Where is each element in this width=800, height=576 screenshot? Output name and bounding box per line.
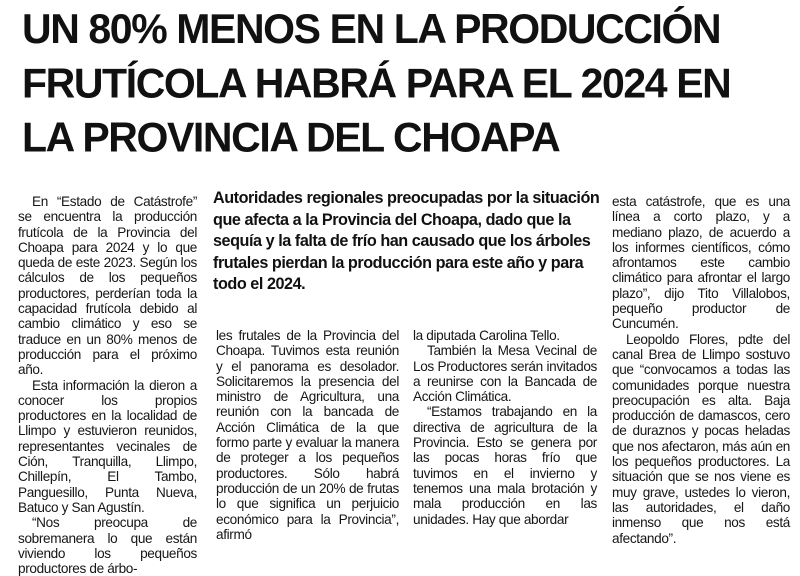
- paragraph: También la Mesa Vecinal de Los Productores serán invitados a reunirse con la Bancada de Acción Climática.: [413, 343, 597, 405]
- headline: [22, 2, 792, 164]
- column-1: [18, 194, 197, 576]
- lead-line: todo el 2024.: [213, 275, 306, 293]
- lead-line: sequía y la falta de frío han causado que los árboles: [213, 232, 591, 250]
- paragraph: Esta información la dieron a conocer los propios productores en la localidad de Llimpo y estuvieron reunidos, representantes vecinales de Ción, Tranquilla, Llimpo, Chillepín, El Tambo, Panguesillo, Punta Nueva, Batuco y San Agustín.: [18, 377, 197, 515]
- lead-line: Autoridades regionales preocupadas por la situación: [213, 189, 600, 207]
- column-4: [612, 194, 790, 546]
- paragraph: les frutales de la Provincia del Choapa. Tuvimos esta reunión y el panorama es desolador. Solicitaremos la presencia del ministro de Agricultura, una reunión con la bancada de Acción Climática de la que formo parte y evaluar la manera de proteger a los pequeños productores. Sólo habrá producción de un 20% de frutas lo que significa un perjuicio económico para la Provincia”, afirmó: [216, 328, 399, 542]
- paragraph: “Nos preocupa de sobremanera lo que están viviendo los pequeños productores de árbo-: [18, 515, 197, 576]
- paragraph: esta catástrofe, que es una línea a corto plazo, y a mediano plazo, de acuerdo a los informes científicos, cómo afrontamos este cambio climático para afrontar el largo plazo”, dijo Tito Villalobos, pequeño productor de Cuncumén.: [612, 194, 790, 332]
- lead-paragraph: [213, 188, 601, 296]
- lead-line: que afecta a la Provincia del Choapa, dado que la: [213, 210, 571, 229]
- headline-line: FRUTÍCOLA HABRÁ PARA EL 2024 EN: [22, 59, 731, 107]
- column-3: [413, 328, 597, 527]
- lead-line: frutales pierdan la producción para este año y para: [213, 253, 584, 272]
- paragraph: la diputada Carolina Tello.: [413, 328, 560, 343]
- paragraph: “Estamos trabajando en la directiva de agricultura de la Provincia. Esto se genera por las pocas horas frío que tuvimos en el invierno y tenemos una mala brotación y mala producción en las unidades. Hay que abordar: [413, 404, 597, 527]
- paragraph: Leopoldo Flores, pdte del canal Brea de Llimpo sostuvo que “convocamos a todas las comunidades porque nuestra preocupación es alta. Baja producción de damascos, cero de duraznos y pocas heladas que nos afectaron, más aún en los pequeños productores. La situación que se nos viene es muy grave, ustedes lo vieron, las autoridades, el daño inmenso que nos está afectando”.: [612, 331, 790, 546]
- headline-line: LA PROVINCIA DEL CHOAPA: [22, 113, 560, 161]
- headline-line: UN 80% MENOS EN LA PRODUCCIÓN: [22, 5, 721, 53]
- paragraph: En “Estado de Catástrofe” se encuentra la producción frutícola de la Provincia del Choapa para 2024 y lo que queda de este 2023. Según los cálculos de los pequeños productores, perderían toda la capacidad frutícola debido al cambio climático y eso se traduce en un 80% menos de producción para el próximo año.: [18, 194, 197, 378]
- column-2: [216, 328, 399, 542]
